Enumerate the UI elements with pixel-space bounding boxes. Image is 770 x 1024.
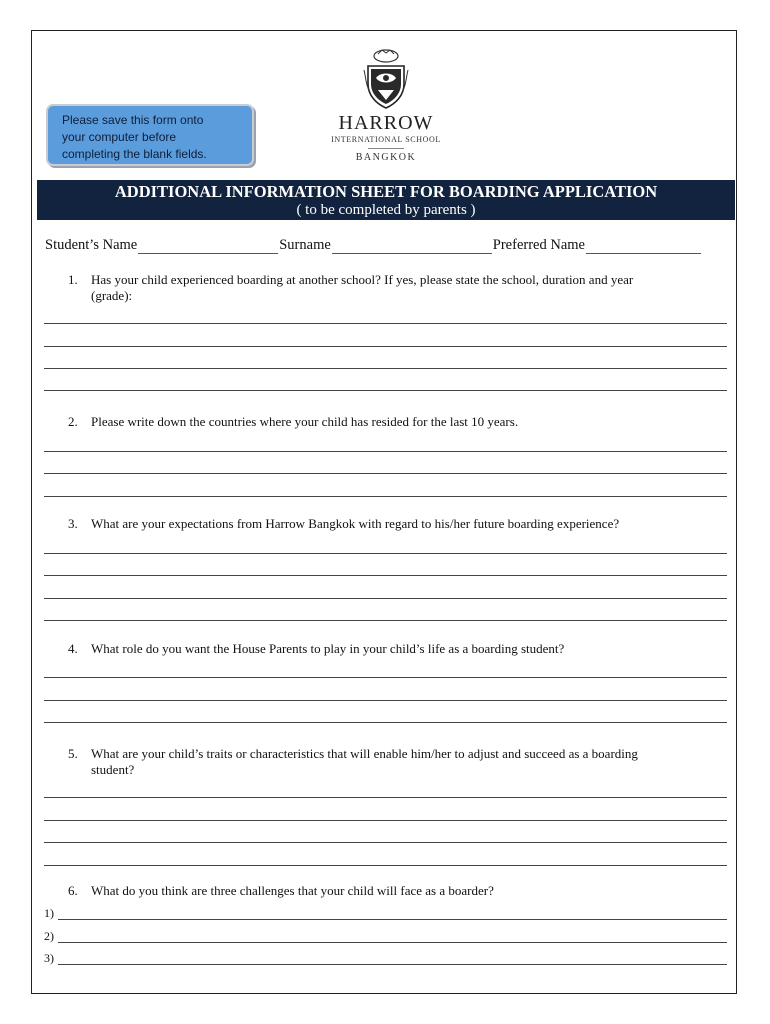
question-number: 1.: [68, 272, 78, 287]
challenge-answer-line-1[interactable]: [58, 919, 727, 920]
answer-line[interactable]: [44, 700, 727, 701]
question-line: What role do you want the House Parents to play in your child’s life as a boarding student?: [91, 641, 565, 656]
students-name-label: Student’s Name: [45, 237, 138, 253]
answer-line[interactable]: [44, 865, 727, 866]
page-subtitle: ( to be completed by parents ): [296, 202, 476, 218]
notice-line-2: your computer before: [62, 130, 177, 144]
notice-line-1: Please save this form onto: [62, 113, 204, 127]
preferred-name-field[interactable]: [586, 239, 701, 254]
answer-line[interactable]: [44, 620, 727, 621]
preferred-name-label: Preferred Name: [492, 237, 585, 253]
answer-line[interactable]: [44, 553, 727, 554]
answer-line[interactable]: [44, 346, 727, 347]
answer-line[interactable]: [44, 473, 727, 474]
challenge-answer-line-3[interactable]: [58, 964, 727, 965]
answer-line[interactable]: [44, 390, 727, 391]
question-number: 4.: [68, 641, 78, 656]
students-name-field[interactable]: [138, 239, 278, 254]
question-line: What are your child’s traits or characteristics that will enable him/her to adjust and succeed as a boarding: [91, 746, 638, 761]
answer-line[interactable]: [44, 496, 727, 497]
challenge-label-1: 1): [44, 906, 54, 920]
challenge-answer-line-2[interactable]: [58, 942, 727, 943]
question-line: Has your child experienced boarding at another school? If yes, please state the school, duration and year: [91, 272, 634, 287]
answer-line[interactable]: [44, 451, 727, 452]
harrow-crest-icon: [362, 48, 410, 110]
school-subtitle: INTERNATIONAL SCHOOL: [331, 135, 441, 144]
question-number: 5.: [68, 746, 78, 761]
question-text: [91, 272, 711, 304]
question-number: 2.: [68, 414, 78, 429]
page-frame: [31, 30, 737, 994]
question-text: [91, 883, 711, 899]
answer-line[interactable]: [44, 368, 727, 369]
challenge-label-3: 3): [44, 951, 54, 965]
answer-line[interactable]: [44, 797, 727, 798]
question-number: 3.: [68, 516, 78, 531]
surname-field[interactable]: [332, 239, 492, 254]
answer-line[interactable]: [44, 677, 727, 678]
question-text: [91, 641, 711, 657]
question-line: Please write down the countries where your child has resided for the last 10 years.: [91, 414, 519, 429]
question-number: 6.: [68, 883, 78, 898]
school-name: HARROW: [338, 112, 434, 134]
student-name-row: [45, 237, 727, 254]
answer-line[interactable]: [44, 820, 727, 821]
question-line: What are your expectations from Harrow Bangkok with regard to his/her future boarding experience?: [91, 516, 620, 531]
answer-line[interactable]: [44, 842, 727, 843]
page-title: ADDITIONAL INFORMATION SHEET FOR BOARDING APPLICATION: [114, 182, 658, 201]
title-banner: [37, 180, 735, 220]
question-text: [91, 746, 711, 778]
logo-divider: [368, 148, 404, 149]
question-line: (grade):: [91, 288, 133, 303]
answer-line[interactable]: [44, 722, 727, 723]
answer-line[interactable]: [44, 598, 727, 599]
save-form-notice: [46, 104, 254, 166]
surname-label: Surname: [279, 237, 331, 253]
question-text: [91, 414, 711, 430]
answer-line[interactable]: [44, 323, 727, 324]
challenge-label-2: 2): [44, 929, 54, 943]
school-city: BANGKOK: [355, 152, 417, 163]
answer-line[interactable]: [44, 575, 727, 576]
question-text: [91, 516, 711, 532]
question-line: What do you think are three challenges that your child will face as a boarder?: [91, 883, 494, 898]
question-line: student?: [91, 762, 135, 777]
notice-line-3: completing the blank fields.: [62, 147, 207, 161]
